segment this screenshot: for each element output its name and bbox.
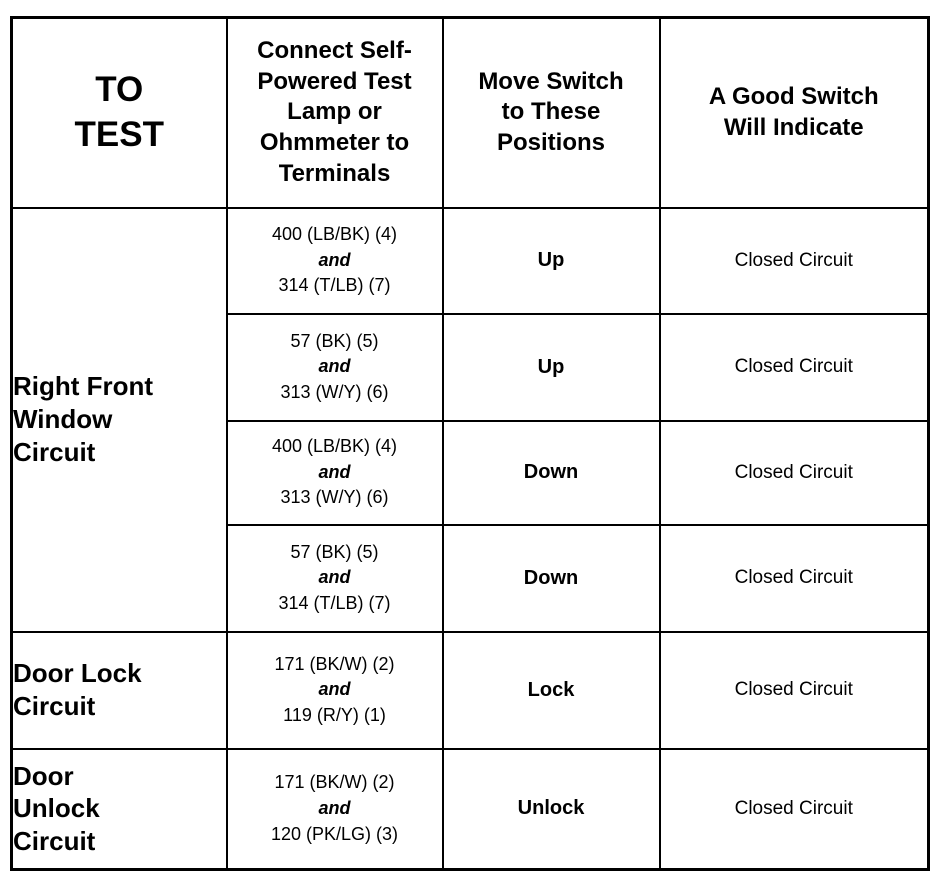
terminal-a: 400 (LB/BK) (4) (271, 224, 398, 245)
terminal-conjunction: and (318, 797, 351, 818)
terminals-cell (227, 525, 443, 632)
header-to-test: TO TEST (12, 18, 227, 208)
terminal-conjunction: and (318, 249, 351, 270)
expected-indication: Closed Circuit (660, 749, 929, 870)
expected-indication: Closed Circuit (660, 314, 929, 421)
switch-position: Lock (443, 632, 660, 749)
test-name-door-unlock: Door Unlock Circuit (12, 749, 227, 870)
switch-position: Up (443, 208, 660, 314)
terminal-a: 171 (BK/W) (2) (274, 653, 395, 674)
terminal-a: 57 (BK) (5) (290, 541, 379, 562)
terminal-a: 57 (BK) (5) (290, 330, 379, 351)
terminals-cell (227, 208, 443, 314)
terminal-conjunction: and (318, 679, 351, 700)
terminal-a: 400 (LB/BK) (4) (271, 436, 398, 457)
header-row (12, 18, 929, 208)
table-row (12, 208, 929, 314)
terminal-b: 314 (T/LB) (7) (278, 275, 391, 296)
terminals-cell (227, 632, 443, 749)
expected-indication: Closed Circuit (660, 632, 929, 749)
expected-indication: Closed Circuit (660, 208, 929, 314)
terminal-conjunction: and (318, 567, 351, 588)
test-name-right-front-window: Right Front Window Circuit (12, 208, 227, 632)
header-indicate: A Good Switch Will Indicate (660, 18, 929, 208)
expected-indication: Closed Circuit (660, 525, 929, 632)
terminal-b: 313 (W/Y) (6) (280, 381, 389, 402)
table-row (12, 632, 929, 749)
switch-position: Down (443, 421, 660, 525)
test-name-door-lock: Door Lock Circuit (12, 632, 227, 749)
switch-position: Down (443, 525, 660, 632)
terminal-conjunction: and (318, 461, 351, 482)
terminal-b: 120 (PK/LG) (3) (270, 823, 399, 844)
switch-test-table (10, 16, 930, 871)
expected-indication: Closed Circuit (660, 421, 929, 525)
terminals-cell (227, 749, 443, 870)
terminal-conjunction: and (318, 356, 351, 377)
switch-position: Unlock (443, 749, 660, 870)
terminals-cell (227, 314, 443, 421)
header-positions: Move Switch to These Positions (443, 18, 660, 208)
terminal-b: 119 (R/Y) (1) (283, 704, 386, 725)
switch-position: Up (443, 314, 660, 421)
terminals-cell (227, 421, 443, 525)
header-terminals: Connect Self-Powered Test Lamp or Ohmmeter to Terminals (227, 18, 443, 208)
table-row (12, 749, 929, 870)
terminal-a: 171 (BK/W) (2) (274, 772, 395, 793)
terminal-b: 313 (W/Y) (6) (280, 487, 389, 508)
terminal-b: 314 (T/LB) (7) (278, 592, 391, 613)
